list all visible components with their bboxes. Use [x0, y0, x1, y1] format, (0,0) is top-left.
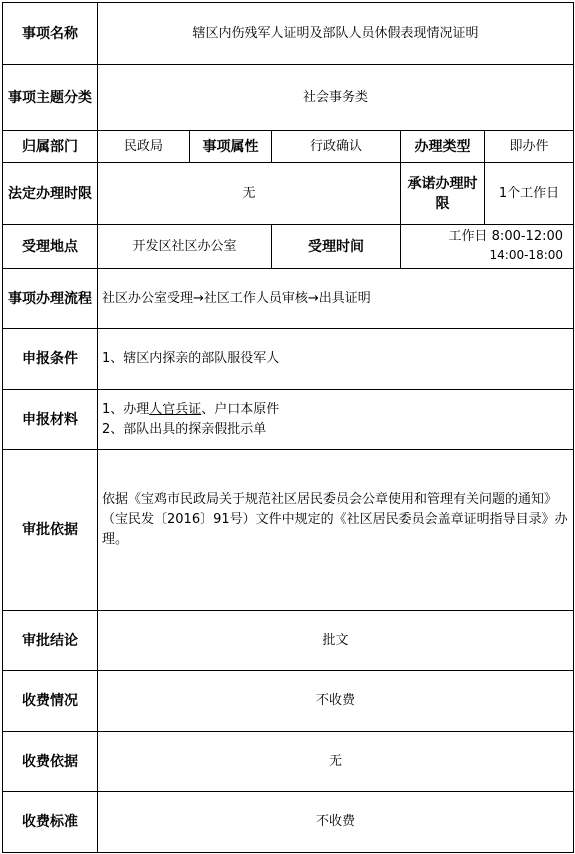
legal-time-label: 法定办理时限	[3, 163, 98, 225]
materials-label: 申报材料	[3, 390, 98, 450]
place-label: 受理地点	[3, 225, 98, 269]
row-dept	[3, 131, 574, 163]
materials-line-1-prefix: 1、办理	[102, 401, 150, 417]
time-line-1: 工作日 8:00-12:00	[448, 229, 564, 244]
fee-value: 不收费	[98, 671, 574, 732]
row-basis	[3, 450, 574, 611]
promise-time-label: 承诺办理时限	[401, 163, 485, 225]
time-value	[401, 225, 574, 269]
item-info-table	[2, 2, 574, 853]
process-value: 社区办公室受理→社区工作人员审核→出具证明	[98, 269, 574, 329]
fee-basis-value: 无	[98, 732, 574, 792]
item-name-value: 辖区内伤残军人证明及部队人员休假表现情况证明	[98, 3, 574, 65]
type-value: 即办件	[485, 131, 574, 163]
conclusion-label: 审批结论	[3, 611, 98, 671]
topic-value: 社会事务类	[98, 65, 574, 131]
item-name-label: 事项名称	[3, 3, 98, 65]
conditions-label: 申报条件	[3, 329, 98, 390]
fee-standard-label: 收费标准	[3, 792, 98, 853]
promise-time-value: 1个工作日	[485, 163, 574, 225]
materials-line-2: 2、部队出具的探亲假批示单	[102, 421, 267, 437]
time-label: 受理时间	[272, 225, 401, 269]
attr-label: 事项属性	[190, 131, 272, 163]
basis-label: 审批依据	[3, 450, 98, 611]
basis-value: 依据《宝鸡市民政局关于规范社区居民委员会公章使用和管理有关问题的通知》（宝民发〔2016〕91号）文件中规定的《社区居民委员会盖章证明指导目录》办理。	[98, 450, 574, 611]
row-conclusion	[3, 611, 574, 671]
row-item-name	[3, 3, 574, 65]
row-materials	[3, 390, 574, 450]
time-line-2: 14:00-18:00	[489, 248, 564, 262]
dept-value: 民政局	[98, 131, 190, 163]
row-legal-time	[3, 163, 574, 225]
row-place	[3, 225, 574, 269]
place-value: 开发区社区办公室	[98, 225, 272, 269]
materials-line-1	[102, 400, 569, 420]
row-fee-standard	[3, 792, 574, 853]
row-conditions	[3, 329, 574, 390]
row-fee-basis	[3, 732, 574, 792]
materials-value	[98, 390, 574, 450]
row-fee	[3, 671, 574, 732]
type-label: 办理类型	[401, 131, 485, 163]
process-label: 事项办理流程	[3, 269, 98, 329]
topic-label: 事项主题分类	[3, 65, 98, 131]
attr-value: 行政确认	[272, 131, 401, 163]
dept-label: 归属部门	[3, 131, 98, 163]
conditions-value: 1、辖区内探亲的部队服役军人	[98, 329, 574, 390]
materials-line-1-underlined: 人官兵证	[149, 401, 202, 417]
materials-line-1-suffix: 、户口本原件	[201, 401, 280, 417]
row-topic	[3, 65, 574, 131]
fee-standard-value: 不收费	[98, 792, 574, 853]
fee-basis-label: 收费依据	[3, 732, 98, 792]
legal-time-value: 无	[98, 163, 401, 225]
fee-label: 收费情况	[3, 671, 98, 732]
row-process	[3, 269, 574, 329]
conclusion-value: 批文	[98, 611, 574, 671]
